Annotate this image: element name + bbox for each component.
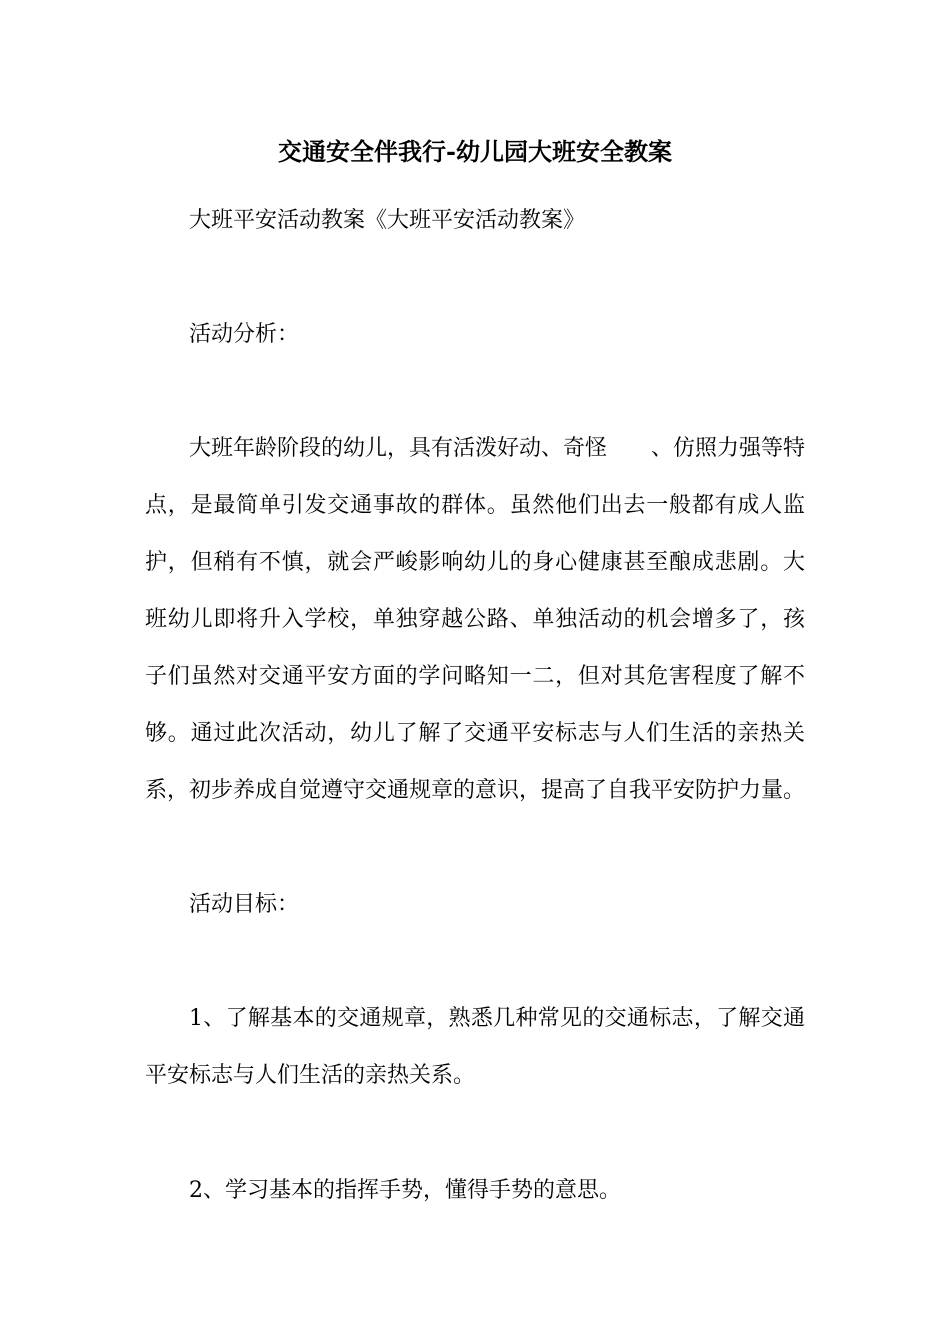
analysis-line: 系，初步养成自觉遵守交通规章的意识，提高了自我平安防护力量。 xyxy=(145,778,806,803)
section-heading-analysis: 活动分析： xyxy=(189,322,300,347)
analysis-line: 班幼儿即将升入学校，单独穿越公路、单独活动的机会增多了，孩 xyxy=(145,607,805,632)
analysis-line: 点，是最简单引发交通事故的群体。虽然他们出去一般都有成人监 xyxy=(145,493,805,518)
analysis-line: 护，但稍有不慎，就会严峻影响幼儿的身心健康甚至酿成悲剧。大 xyxy=(145,550,805,575)
document-title: 交通安全伴我行-幼儿园大班安全教案 xyxy=(278,137,672,166)
goal-2-paragraph: 2、学习基本的指挥手势，懂得手势的意思。 xyxy=(189,1178,621,1203)
analysis-line: 子们虽然对交通平安方面的学问略知一二，但对其危害程度了解不 xyxy=(145,664,805,689)
analysis-line: 够。通过此次活动，幼儿了解了交通平安标志与人们生活的亲热关 xyxy=(145,721,805,746)
goal-1-line: 1、了解基本的交通规章，熟悉几种常见的交通标志，了解交通 xyxy=(189,1006,805,1031)
analysis-paragraph xyxy=(145,420,805,819)
goal-1-line: 平安标志与人们生活的亲热关系。 xyxy=(145,1063,476,1088)
analysis-line: 大班年龄阶段的幼儿，具有活泼好动、奇怪 、仿照力强等特 xyxy=(189,436,806,461)
section-heading-goals: 活动目标： xyxy=(189,892,300,917)
goal-1-paragraph xyxy=(145,990,805,1104)
subtitle-paragraph: 大班平安活动教案《大班平安活动教案》 xyxy=(189,208,586,233)
